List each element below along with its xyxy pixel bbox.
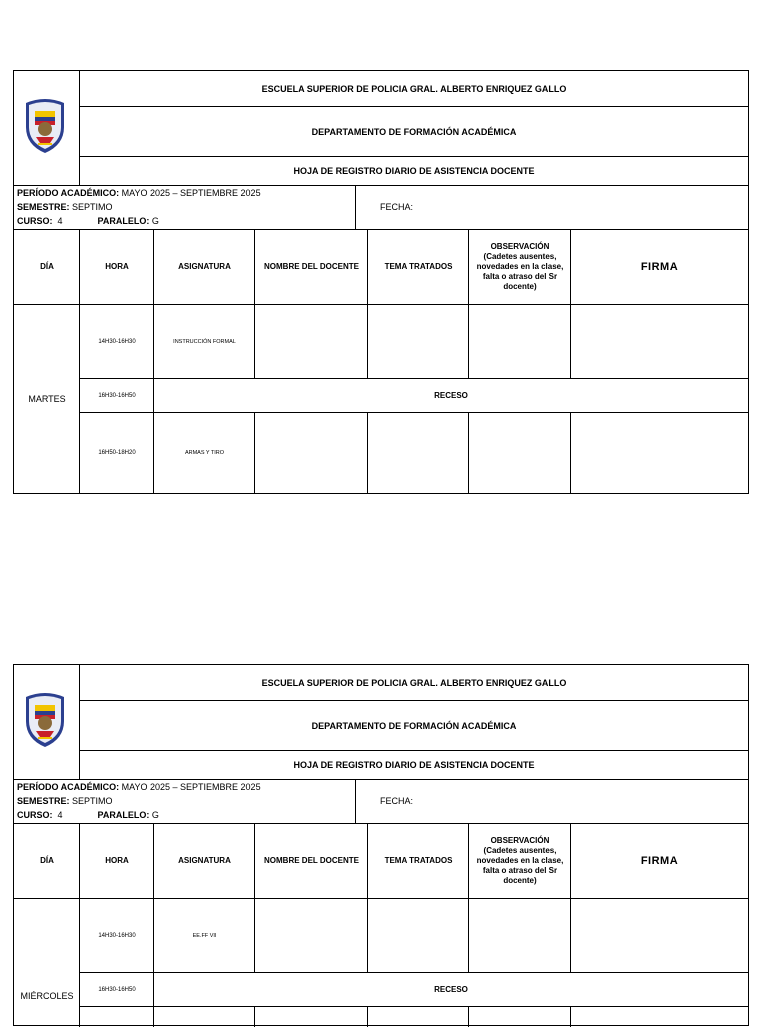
receso-cell: RECESO	[434, 390, 468, 400]
hora-cell: 14H30-16H30	[98, 932, 136, 939]
asignatura-cell: EE.FF VII	[192, 932, 217, 939]
col-header-firma: FIRMA	[640, 261, 679, 273]
periodo-value: MAYO 2025 – SEPTIEMBRE 2025	[119, 782, 261, 792]
hora-cell: 16H50-18H20	[98, 450, 136, 456]
col-header-docente: NOMBRE DEL DOCENTE	[264, 856, 359, 865]
institution-title: ESCUELA SUPERIOR DE POLICIA GRAL. ALBERTO ENRIQUEZ GALLO	[261, 83, 567, 94]
attendance-sheet-martes	[13, 70, 749, 494]
fecha-label: FECHA:	[380, 202, 414, 212]
asignatura-cell: INSTRUCCIÓN FORMAL	[173, 338, 236, 345]
fecha-label: FECHA:	[380, 796, 414, 806]
semestre-value: SEPTIMO	[69, 202, 113, 212]
col-header-dia: DÍA	[40, 856, 54, 865]
paralelo-value: G	[149, 810, 159, 820]
col-header-hora: HORA	[105, 856, 129, 865]
col-header-firma: FIRMA	[640, 855, 679, 867]
col-header-tema: TEMA TRATADOS	[384, 262, 453, 271]
periodo-value: MAYO 2025 – SEPTIEMBRE 2025	[119, 188, 261, 198]
paralelo-label: PARALELO:	[97, 216, 150, 226]
semestre-value: SEPTIMO	[69, 796, 113, 806]
form-title: HOJA DE REGISTRO DIARIO DE ASISTENCIA DOCENTE	[293, 166, 535, 176]
hora-cell: 16H30-16H50	[98, 392, 136, 399]
department-title: DEPARTAMENTO DE FORMACIÓN ACADÉMICA	[311, 720, 517, 731]
department-title: DEPARTAMENTO DE FORMACIÓN ACADÉMICA	[311, 126, 517, 137]
col-header-dia: DÍA	[40, 262, 54, 271]
periodo-label: PERÍODO ACADÉMICO:	[17, 188, 120, 198]
curso-label: CURSO:	[17, 216, 53, 226]
curso-value: 4	[57, 810, 63, 820]
periodo-label: PERÍODO ACADÉMICO:	[17, 782, 120, 792]
paralelo-value: G	[149, 216, 159, 226]
academic-info	[17, 780, 261, 822]
institution-title: ESCUELA SUPERIOR DE POLICIA GRAL. ALBERTO ENRIQUEZ GALLO	[261, 677, 567, 688]
col-header-docente: NOMBRE DEL DOCENTE	[264, 262, 359, 271]
col-header-observacion: OBSERVACIÓN (Cadetes ausentes, novedades en la clase, falta o atraso del Sr docente)	[476, 836, 564, 885]
police-shield-logo-icon	[22, 691, 68, 749]
day-cell: MIÉRCOLES	[20, 991, 74, 1001]
curso-value: 4	[57, 216, 63, 226]
col-header-asignatura: ASIGNATURA	[178, 856, 231, 865]
paralelo-label: PARALELO:	[97, 810, 150, 820]
col-header-tema: TEMA TRATADOS	[384, 856, 453, 865]
col-header-hora: HORA	[105, 262, 129, 271]
day-cell: MARTES	[28, 394, 66, 404]
asignatura-cell: ARMAS Y TIRO	[184, 450, 225, 456]
semestre-label: SEMESTRE:	[17, 796, 70, 806]
col-header-observacion: OBSERVACIÓN (Cadetes ausentes, novedades en la clase, falta o atraso del Sr docente)	[476, 242, 564, 291]
col-header-asignatura: ASIGNATURA	[178, 262, 231, 271]
hora-cell: 14H30-16H30	[98, 338, 136, 345]
semestre-label: SEMESTRE:	[17, 202, 70, 212]
receso-cell: RECESO	[434, 984, 468, 994]
form-title: HOJA DE REGISTRO DIARIO DE ASISTENCIA DOCENTE	[293, 760, 535, 770]
academic-info	[17, 186, 261, 228]
police-shield-logo-icon	[22, 97, 68, 155]
curso-label: CURSO:	[17, 810, 53, 820]
attendance-sheet-miercoles	[13, 664, 749, 1026]
hora-cell: 16H30-16H50	[98, 986, 136, 993]
